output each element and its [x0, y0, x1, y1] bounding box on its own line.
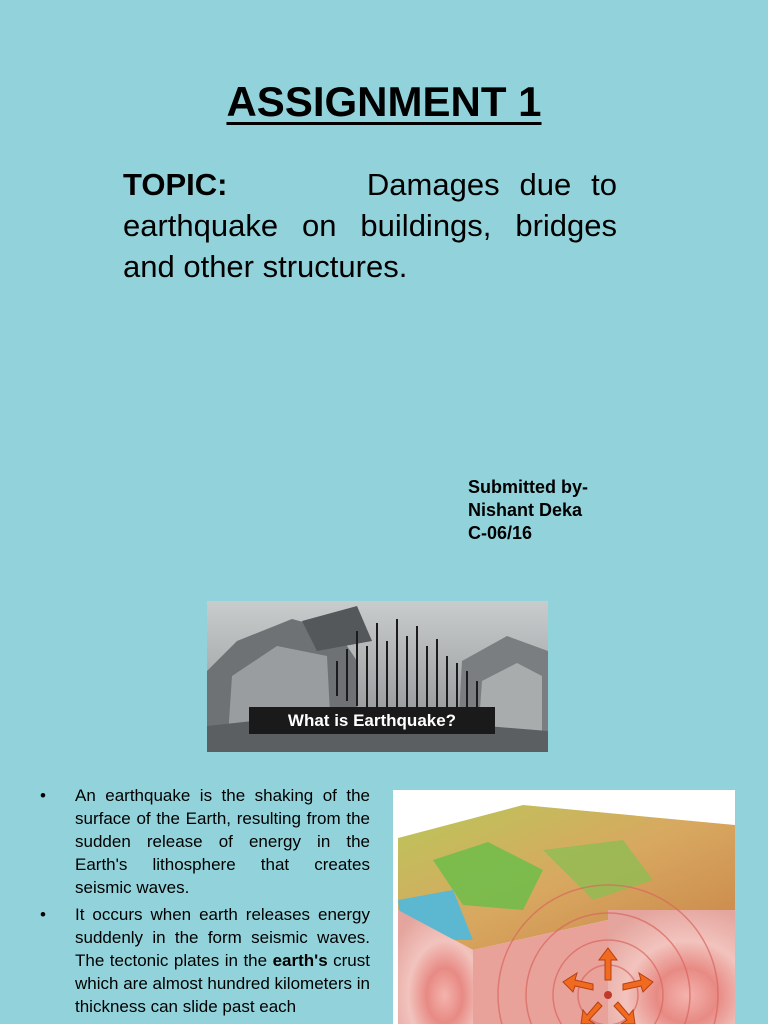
bullet-text-part: It occurs when earth releases energy suddenly in the form seismic waves. The tectonic plates in the	[75, 905, 370, 970]
bullet-text-part: crust which are almost hundred kilometers in thickness can slide past each	[75, 951, 370, 1016]
bullet-list	[40, 784, 370, 1022]
bullet-marker: •	[40, 786, 46, 805]
submitted-by-label: Submitted by-	[468, 477, 588, 497]
page-title: ASSIGNMENT 1	[226, 78, 542, 125]
author-name: Nishant Deka	[468, 500, 583, 520]
earth-crust-illustration	[393, 790, 735, 1024]
bullet-text	[75, 903, 370, 1018]
topic-label: TOPIC:	[123, 167, 228, 202]
earthquake-block-diagram	[393, 790, 735, 1024]
list-item	[40, 903, 370, 1018]
list-item	[40, 784, 370, 899]
roll-number: C-06/16	[468, 523, 533, 543]
submitted-block	[468, 476, 588, 545]
earthquake-photo	[207, 601, 548, 752]
topic-text: Damages due to earthquake on buildings, bridges and other structures.	[123, 167, 617, 284]
photo-caption: What is Earthquake?	[249, 707, 495, 734]
topic-paragraph	[123, 164, 617, 287]
bullet-marker: •	[40, 905, 46, 924]
bullet-text-bold: earth's	[272, 951, 328, 970]
bullet-text: An earthquake is the shaking of the surface of the Earth, resulting from the sudden release of energy in the Earth's lithosphere that creates seismic waves.	[75, 786, 370, 897]
